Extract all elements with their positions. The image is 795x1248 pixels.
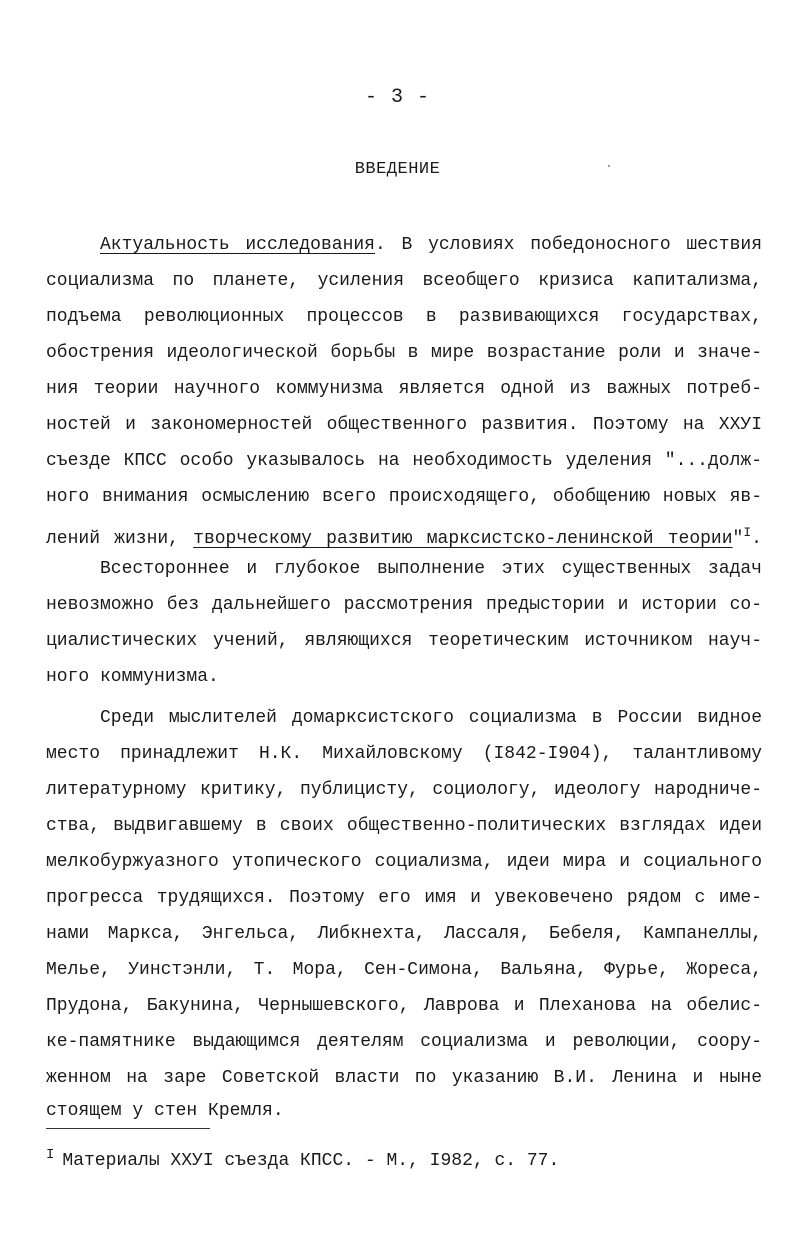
- paragraph-line: ния теории научного коммунизма является одной из важных потреб-: [46, 379, 762, 399]
- footnote: [46, 1140, 746, 1176]
- footnote-text: Материалы ХХУI съезда КПСС. - М., I982, с. 77.: [62, 1151, 560, 1171]
- footnote-divider: [46, 1128, 210, 1129]
- paragraph-line: женном на заре Советской власти по указанию В.И. Ленина и ныне: [46, 1068, 762, 1088]
- paragraph-line: обострения идеологической борьбы в мире возрастание роли и значе-: [46, 343, 762, 363]
- paragraph-line: прогресса трудящихся. Поэтому его имя и увековечено рядом с име-: [46, 888, 762, 908]
- paragraph-line: Среди мыслителей домарксистского социализма в России видное: [100, 708, 762, 728]
- line-text: .: [751, 529, 762, 549]
- page-number: - 3 -: [364, 86, 430, 109]
- paragraph-line: невозможно без дальнейшего рассмотрения предыстории и истории со-: [46, 595, 762, 615]
- paragraph-line: циалистических учений, являющихся теоретическим источником науч-: [46, 631, 762, 651]
- paragraph-line: Мелье, Уинстэнли, Т. Мора, Сен-Симона, Вальяна, Фурье, Жореса,: [46, 960, 762, 980]
- section-title: ВВЕДЕНИЕ: [354, 160, 441, 179]
- line-text: лений жизни,: [46, 529, 194, 549]
- paragraph-line: Всестороннее и глубокое выполнение этих существенных задач: [100, 559, 762, 579]
- underlined-phrase: творческому развитию марксистско-ленинской теории: [193, 529, 733, 549]
- paragraph-line: место принадлежит Н.К. Михайловскому (I842-I904), талантливому: [46, 744, 762, 764]
- paragraph-line: ке-памятнике выдающимся деятелям социализма и революции, соору-: [46, 1032, 762, 1052]
- paragraph-line: [100, 227, 762, 263]
- line-text: ": [732, 529, 744, 549]
- paragraph-line: ностей и закономерностей общественного развития. Поэтому на ХХУI: [46, 415, 762, 435]
- paragraph-line: ного коммунизма.: [46, 667, 219, 687]
- footnote-reference: I: [743, 525, 752, 540]
- paragraph-line: литературному критику, публицисту, социологу, идеологу народниче-: [46, 780, 762, 800]
- paragraph-line: ного внимания осмыслению всего происходящего, обобщению новых яв-: [46, 487, 762, 507]
- paragraph-line: Прудона, Бакунина, Чернышевского, Лаврова и Плеханова на обелис-: [46, 996, 762, 1016]
- paragraph-line: нами Маркса, Энгельса, Либкнехта, Лассаля, Бебеля, Кампанеллы,: [46, 924, 762, 944]
- paragraph-line: стоящем у стен Кремля.: [46, 1101, 284, 1121]
- scan-speck: [608, 165, 610, 167]
- paragraph-line: ства, выдвигавшему в своих общественно-политических взглядах идеи: [46, 816, 762, 836]
- paragraph-line: подъема революционных процессов в развивающихся государствах,: [46, 307, 762, 327]
- paragraph-line: [46, 515, 762, 551]
- paragraph-line: социализма по планете, усиления всеобщего кризиса капитализма,: [46, 271, 762, 291]
- line-text: . В условиях победоносного шествия: [374, 235, 762, 255]
- underlined-phrase: Актуальность исследования: [100, 235, 375, 255]
- footnote-mark: I: [46, 1147, 55, 1163]
- paragraph-line: мелкобуржуазного утопического социализма, идеи мира и социального: [46, 852, 762, 872]
- paragraph-line: съезде КПСС особо указывалось на необходимость уделения "...долж-: [46, 451, 762, 471]
